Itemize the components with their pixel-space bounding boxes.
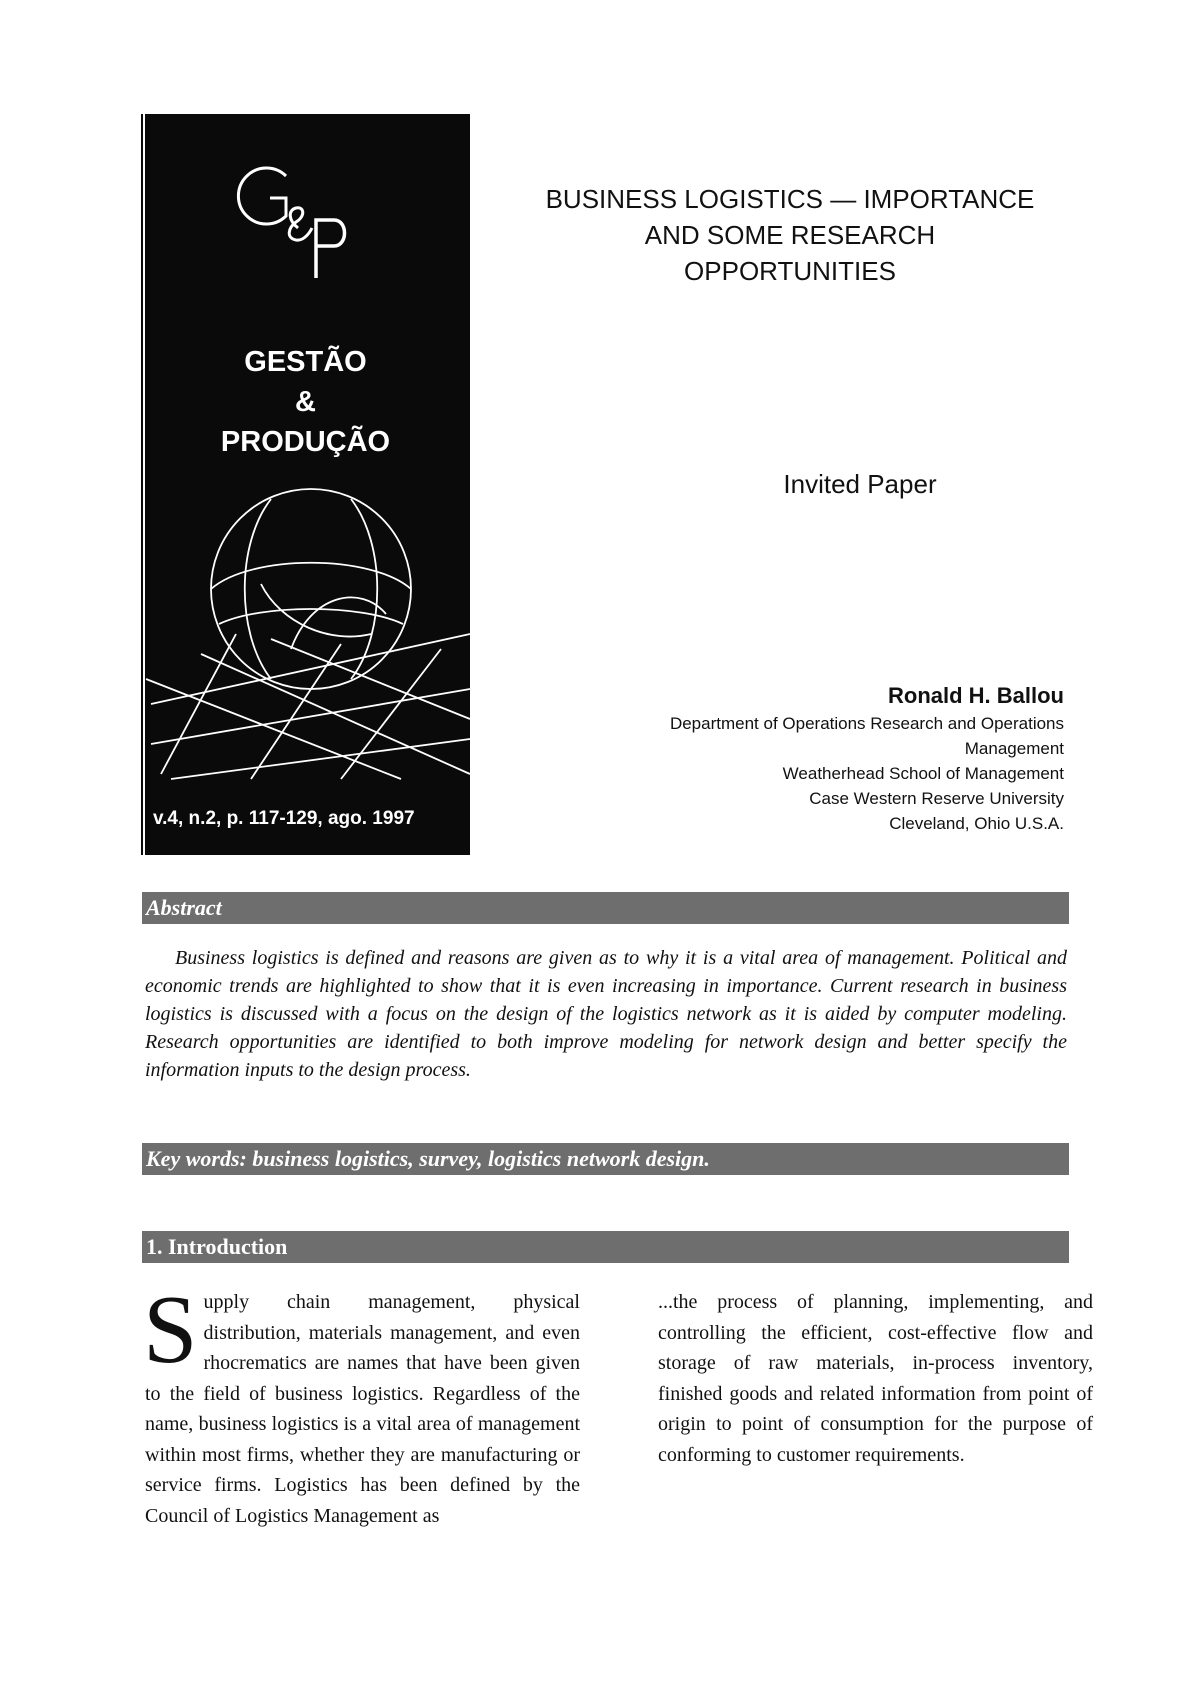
paper-title xyxy=(505,181,1075,289)
affiliation-line: Department of Operations Research and Operations xyxy=(669,714,1064,733)
affiliation-line: Cleveland, Ohio U.S.A. xyxy=(889,814,1064,833)
globe-grid-illustration xyxy=(141,474,470,784)
paper-type-label: Invited Paper xyxy=(783,469,937,499)
intro-left-column xyxy=(143,1276,580,1531)
journal-name-line1: GESTÃO xyxy=(244,346,367,378)
keywords-bar: Key words: business logistics, survey, logistics network design. xyxy=(142,1143,1069,1175)
affiliation-line: Management xyxy=(964,739,1064,758)
intro-left-text: upply chain management, physical distribution, materials management, and even rhocrematics are names that have been given to the field of business logistics. Regardless of the name, business logistics is a vital area of management within most firms, whether they are manufacturing or service firms. Logistics has been defined by the Council of Logistics Management as xyxy=(145,1291,580,1527)
intro-right-column xyxy=(658,1287,1093,1470)
affiliation-line: Case Western Reserve University xyxy=(809,789,1064,808)
author-name: Ronald H. Ballou xyxy=(888,683,1064,708)
title-line-1: BUSINESS LOGISTICS — IMPORTANCE xyxy=(545,184,1035,214)
title-line-3: OPPORTUNITIES xyxy=(684,256,896,286)
author-block xyxy=(560,681,1064,836)
abstract-heading: Abstract xyxy=(142,892,1069,924)
journal-cover xyxy=(141,114,470,855)
affiliation-line: Weatherhead School of Management xyxy=(782,764,1064,783)
issue-info: v.4, n.2, p. 117-129, ago. 1997 xyxy=(153,808,415,829)
drop-cap: S xyxy=(143,1276,198,1384)
abstract-text: Business logistics is defined and reasons are given as to why it is a vital area of management. Political and economic trends are highlighted to show that it is even increasing in importance. Current research in business logistics is discussed with a focus on the design of the logistics network as it is aided by computer modeling. Research opportunities are identified to both improve modeling for network design and better specify the information inputs to the design process. xyxy=(145,947,1067,1081)
gp-logo xyxy=(236,145,376,288)
section-heading-introduction: 1. Introduction xyxy=(142,1231,1069,1263)
title-line-2: AND SOME RESEARCH xyxy=(644,220,936,250)
journal-name-line3: PRODUÇÃO xyxy=(220,426,391,458)
intro-definition-quote: ...the process of planning, implementing, and controlling the efficient, cost-effective flow and storage of raw materials, in-process inventory, finished goods and related information from point of origin to point of consumption for the purpose of conforming to customer requirements. xyxy=(658,1291,1093,1466)
journal-name-line2: & xyxy=(295,386,316,418)
logo-text: G&P xyxy=(236,145,269,162)
